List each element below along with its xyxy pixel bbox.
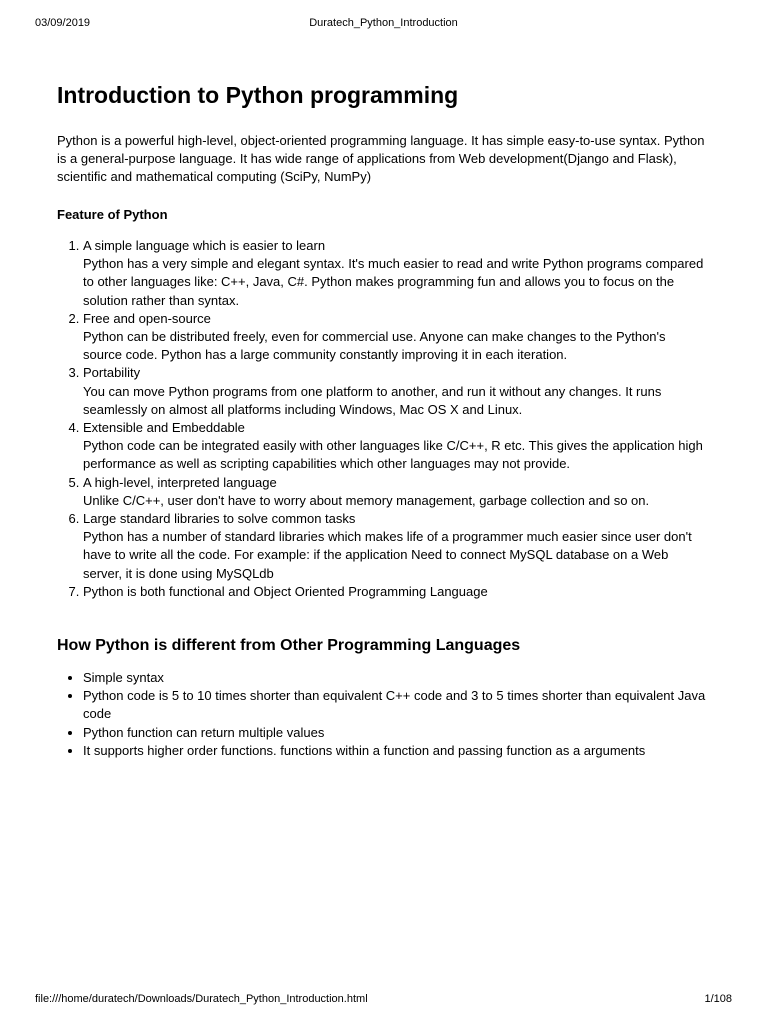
feature-title: Large standard libraries to solve common tasks bbox=[83, 511, 356, 527]
feature-item bbox=[83, 310, 717, 365]
feature-title: Portability bbox=[83, 365, 141, 381]
feature-description: Python has a number of standard libraries which makes life of a programmer much easier since user don't have to write all the code. For example: if the application Need to connect MySQL database on a Web server, it is done using MySQLdb bbox=[83, 529, 692, 581]
differences-heading: How Python is different from Other Programming Languages bbox=[57, 637, 521, 655]
feature-description: Python can be distributed freely, even for commercial use. Anyone can make changes to the Python's source code. Python has a large community constantly improving it in each iteration. bbox=[83, 329, 666, 363]
page-title: Introduction to Python programming bbox=[57, 82, 459, 108]
difference-item: • Python code is 5 to 10 times shorter than equivalent C++ code and 3 to 5 times shorter than equivalent Java code bbox=[83, 687, 711, 723]
print-footer bbox=[35, 993, 732, 1007]
feature-item bbox=[83, 237, 717, 310]
feature-title: Extensible and Embeddable bbox=[83, 420, 245, 436]
file-path: file:///home/duratech/Downloads/Duratech_Python_Introduction.html bbox=[35, 993, 368, 1005]
features-list bbox=[57, 237, 717, 601]
page-number: 1/108 bbox=[704, 993, 732, 1005]
feature-item bbox=[83, 510, 717, 583]
feature-description: Unlike C/C++, user don't have to worry about memory management, garbage collection and so on. bbox=[83, 492, 650, 508]
feature-item bbox=[83, 364, 717, 419]
feature-item bbox=[83, 474, 717, 510]
print-header bbox=[35, 17, 732, 31]
feature-title: A high-level, interpreted language bbox=[83, 474, 277, 490]
intro-paragraph: Python is a powerful high-level, object-oriented programming language. It has simple easy-to-use syntax. Python is a general-purpose language. It has wide range of applications from Web development(Django and Flask), scientific and mathematical computing (SciPy, NumPy) bbox=[57, 133, 705, 184]
differences-list bbox=[57, 669, 717, 760]
feature-title: A simple language which is easier to learn bbox=[83, 238, 326, 253]
feature-title: Free and open-source bbox=[83, 310, 211, 326]
feature-description: You can move Python programs from one platform to another, and run it without any changes. It runs seamlessly on almost all platforms including Windows, Mac OS X and Linux. bbox=[83, 383, 662, 417]
difference-item: • Python function can return multiple values bbox=[83, 724, 711, 742]
print-doc-title: Duratech_Python_Introduction bbox=[309, 17, 458, 29]
difference-item: • It supports higher order functions. functions within a function and passing function as a arguments bbox=[83, 742, 711, 760]
difference-item: • Simple syntax bbox=[83, 669, 711, 687]
feature-description: Python has a very simple and elegant syntax. It's much easier to read and write Python programs compared to other languages like: C++, Java, C#. Python makes programming fun and allows you to focus on the solution rather than syntax. bbox=[83, 256, 704, 308]
feature-description: Python code can be integrated easily with other languages like C/C++, R etc. This gives the application high performance as well as scripting capabilities which other languages may not provide. bbox=[83, 438, 703, 472]
print-date: 03/09/2019 bbox=[35, 17, 91, 29]
feature-title: Python is both functional and Object Oriented Programming Language bbox=[83, 583, 488, 599]
document-content bbox=[57, 80, 717, 760]
features-heading: Feature of Python bbox=[57, 207, 168, 222]
feature-item bbox=[83, 419, 717, 474]
feature-item bbox=[83, 583, 717, 601]
